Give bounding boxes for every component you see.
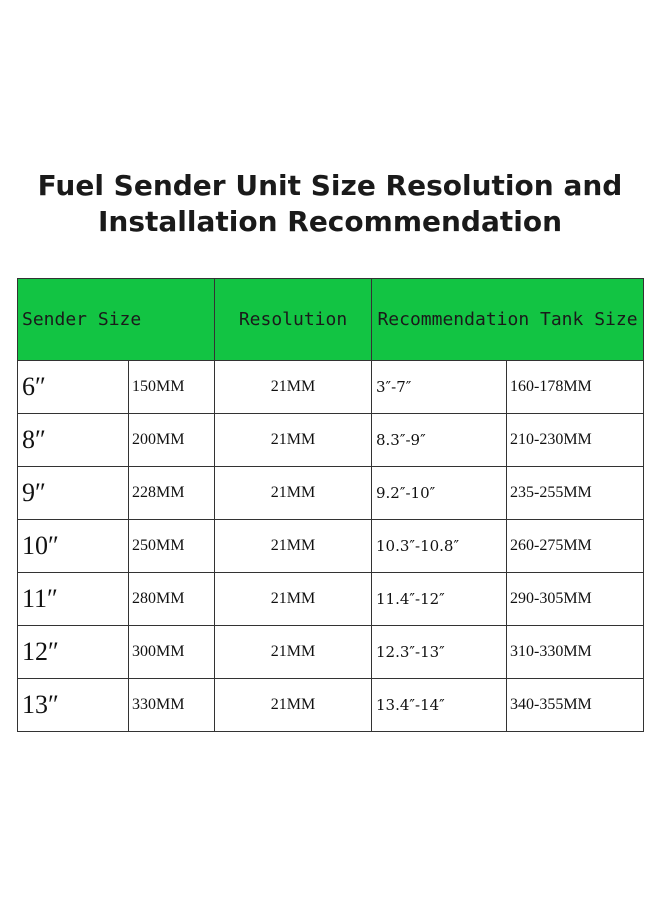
cell-tank-inch: 12.3″-13″ [372, 626, 507, 679]
cell-sender-mm: 250MM [129, 520, 215, 573]
page-title [0, 168, 660, 240]
cell-tank-mm: 160-178MM [507, 361, 644, 414]
cell-tank-inch: 13.4″-14″ [372, 679, 507, 732]
cell-sender-inch: 11″ [18, 573, 129, 626]
size-table [17, 278, 644, 732]
table-row [18, 520, 644, 573]
cell-tank-mm: 310-330MM [507, 626, 644, 679]
cell-sender-mm: 330MM [129, 679, 215, 732]
header-tank-size: Recommendation Tank Size [372, 279, 644, 361]
cell-resolution: 21MM [215, 626, 372, 679]
table-header-row [18, 279, 644, 361]
cell-tank-mm: 340-355MM [507, 679, 644, 732]
table-row [18, 679, 644, 732]
cell-sender-inch: 12″ [18, 626, 129, 679]
cell-tank-mm: 210-230MM [507, 414, 644, 467]
cell-tank-mm: 260-275MM [507, 520, 644, 573]
cell-tank-mm: 290-305MM [507, 573, 644, 626]
table-row [18, 467, 644, 520]
cell-sender-mm: 228MM [129, 467, 215, 520]
header-sender-size: Sender Size [18, 279, 215, 361]
table-row [18, 626, 644, 679]
cell-tank-inch: 3″-7″ [372, 361, 507, 414]
cell-tank-mm: 235-255MM [507, 467, 644, 520]
cell-sender-inch: 8″ [18, 414, 129, 467]
cell-sender-inch: 13″ [18, 679, 129, 732]
title-line-2: Installation Recommendation [97, 205, 563, 238]
cell-tank-inch: 11.4″-12″ [372, 573, 507, 626]
cell-sender-mm: 200MM [129, 414, 215, 467]
cell-tank-inch: 10.3″-10.8″ [372, 520, 507, 573]
cell-sender-mm: 300MM [129, 626, 215, 679]
cell-resolution: 21MM [215, 573, 372, 626]
cell-tank-inch: 8.3″-9″ [372, 414, 507, 467]
header-resolution: Resolution [215, 279, 372, 361]
cell-resolution: 21MM [215, 467, 372, 520]
title-line-1: Fuel Sender Unit Size Resolution and [37, 169, 623, 202]
table-row [18, 414, 644, 467]
cell-resolution: 21MM [215, 361, 372, 414]
table-row [18, 573, 644, 626]
cell-sender-mm: 150MM [129, 361, 215, 414]
cell-resolution: 21MM [215, 679, 372, 732]
cell-tank-inch: 9.2″-10″ [372, 467, 507, 520]
cell-sender-mm: 280MM [129, 573, 215, 626]
cell-sender-inch: 6″ [18, 361, 129, 414]
cell-resolution: 21MM [215, 520, 372, 573]
cell-sender-inch: 9″ [18, 467, 129, 520]
table-row [18, 361, 644, 414]
cell-sender-inch: 10″ [18, 520, 129, 573]
cell-resolution: 21MM [215, 414, 372, 467]
